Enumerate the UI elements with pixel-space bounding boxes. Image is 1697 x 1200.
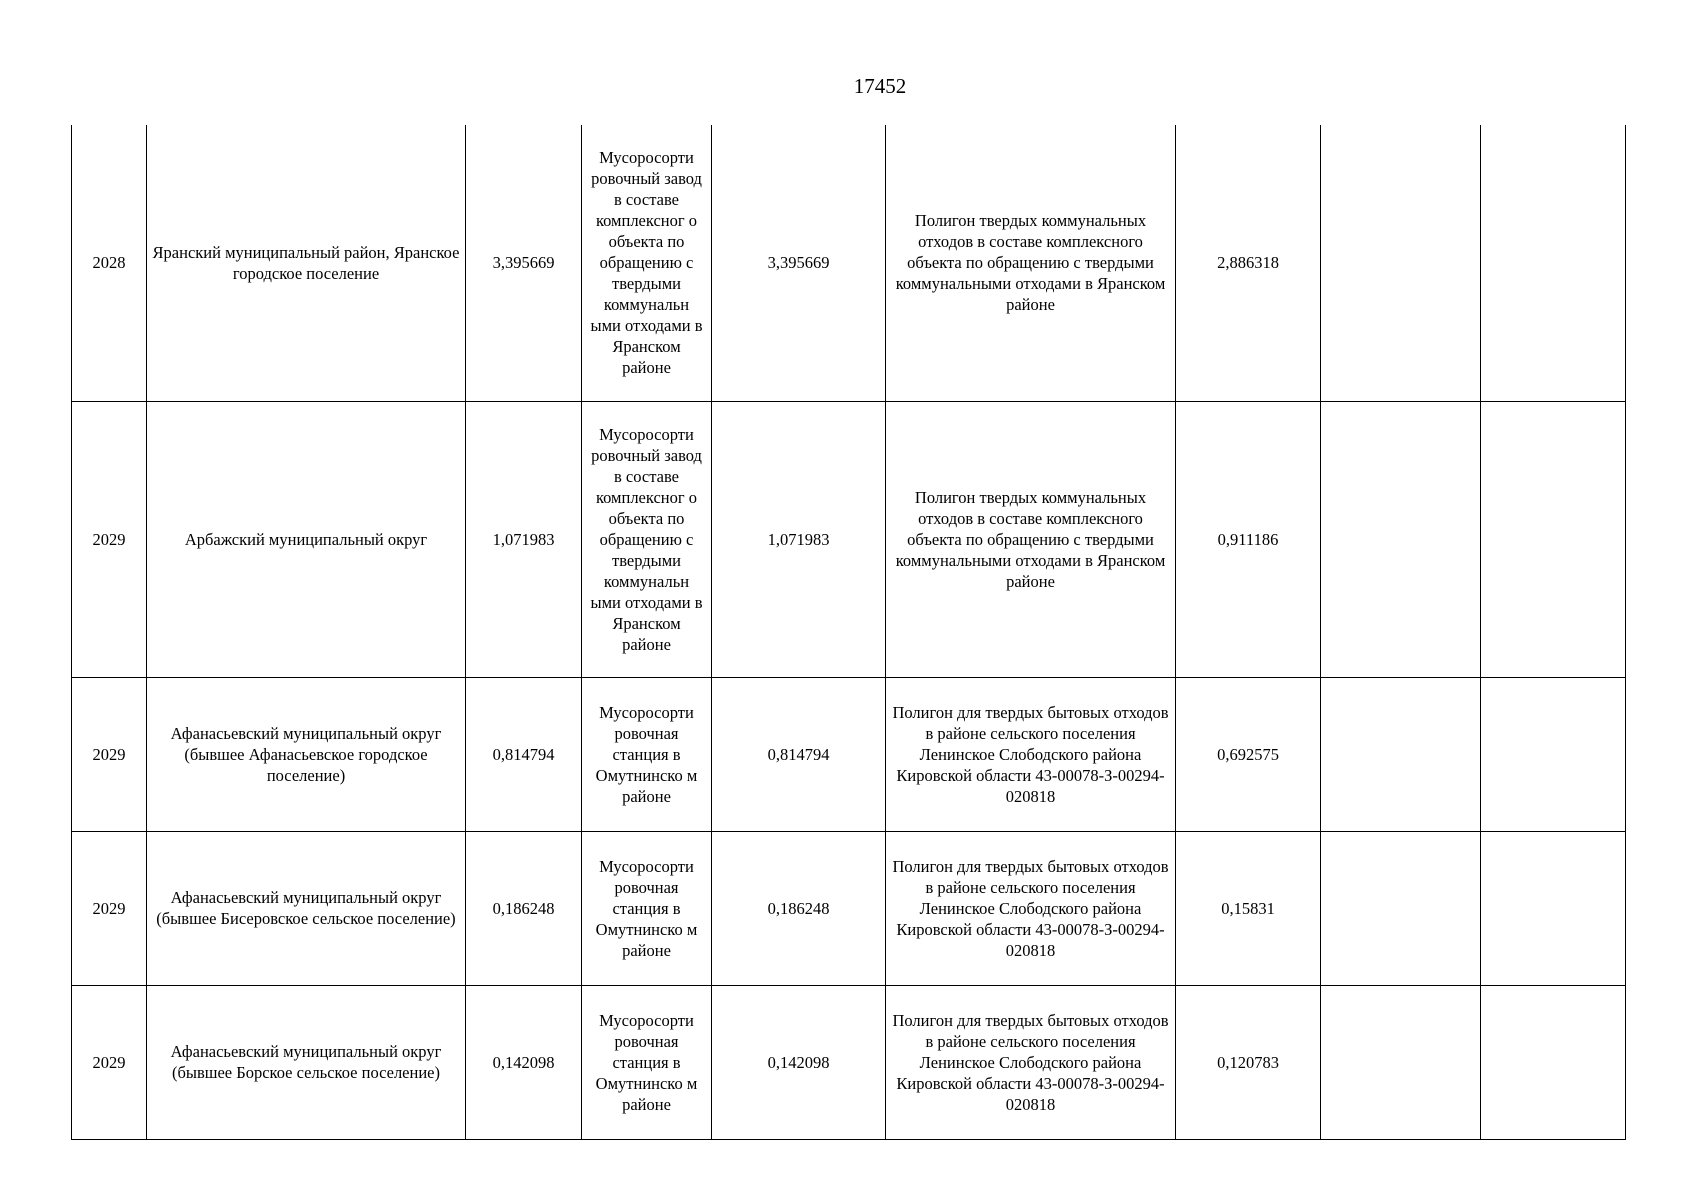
volume-sorting-cell: 1,071983 <box>712 401 886 677</box>
sorting-facility-cell: Мусоросорти ровочная станция в Омутнинско м районе <box>582 985 712 1139</box>
sorting-facility-cell: Мусоросорти ровочный завод в составе комплексног о объекта по обращению с твердыми коммунальн ыми отходами в Яранском районе <box>582 125 712 401</box>
volume-sorting-cell: 3,395669 <box>712 125 886 401</box>
volume-disposal-cell: 0,911186 <box>1176 401 1321 677</box>
municipality-cell: Яранский муниципальный район, Яранское городское поселение <box>147 125 466 401</box>
volume-total-cell: 0,142098 <box>466 985 582 1139</box>
empty-cell <box>1321 125 1481 401</box>
volume-total-cell: 1,071983 <box>466 401 582 677</box>
year-cell: 2029 <box>72 401 147 677</box>
sorting-facility-cell: Мусоросорти ровочный завод в составе комплексног о объекта по обращению с твердыми коммунальн ыми отходами в Яранском районе <box>582 401 712 677</box>
year-cell: 2029 <box>72 677 147 831</box>
volume-disposal-cell: 0,692575 <box>1176 677 1321 831</box>
disposal-facility-cell: Полигон для твердых бытовых отходов в районе сельского поселения Ленинское Слободского района Кировской области 43-00078-З-00294-020818 <box>886 677 1176 831</box>
table-row <box>72 677 1626 831</box>
volume-total-cell: 0,186248 <box>466 831 582 985</box>
empty-cell <box>1481 677 1626 831</box>
empty-cell <box>1321 677 1481 831</box>
disposal-facility-cell: Полигон для твердых бытовых отходов в районе сельского поселения Ленинское Слободского района Кировской области 43-00078-З-00294-020818 <box>886 831 1176 985</box>
empty-cell <box>1481 401 1626 677</box>
empty-cell <box>1481 985 1626 1139</box>
year-cell: 2029 <box>72 985 147 1139</box>
volume-disposal-cell: 0,120783 <box>1176 985 1321 1139</box>
disposal-facility-cell: Полигон твердых коммунальных отходов в составе комплексного объекта по обращению с твердыми коммунальными отходами в Яранском районе <box>886 125 1176 401</box>
disposal-facility-cell: Полигон для твердых бытовых отходов в районе сельского поселения Ленинское Слободского района Кировской области 43-00078-З-00294-020818 <box>886 985 1176 1139</box>
municipality-cell: Арбажский муниципальный округ <box>147 401 466 677</box>
sorting-facility-cell: Мусоросорти ровочная станция в Омутнинско м районе <box>582 677 712 831</box>
empty-cell <box>1481 831 1626 985</box>
year-cell: 2029 <box>72 831 147 985</box>
volume-sorting-cell: 0,142098 <box>712 985 886 1139</box>
sorting-facility-cell: Мусоросорти ровочная станция в Омутнинско м районе <box>582 831 712 985</box>
municipality-cell: Афанасьевский муниципальный округ (бывшее Борское сельское поселение) <box>147 985 466 1139</box>
empty-cell <box>1321 985 1481 1139</box>
disposal-facility-cell: Полигон твердых коммунальных отходов в составе комплексного объекта по обращению с твердыми коммунальными отходами в Яранском районе <box>886 401 1176 677</box>
volume-sorting-cell: 0,186248 <box>712 831 886 985</box>
volume-total-cell: 3,395669 <box>466 125 582 401</box>
table-row <box>72 125 1626 401</box>
municipality-cell: Афанасьевский муниципальный округ (бывшее Афанасьевское городское поселение) <box>147 677 466 831</box>
volume-sorting-cell: 0,814794 <box>712 677 886 831</box>
table-row <box>72 401 1626 677</box>
volume-total-cell: 0,814794 <box>466 677 582 831</box>
empty-cell <box>1321 401 1481 677</box>
waste-flow-table <box>71 125 1626 1140</box>
empty-cell <box>1321 831 1481 985</box>
table-row <box>72 985 1626 1139</box>
volume-disposal-cell: 0,15831 <box>1176 831 1321 985</box>
page-number: 17452 <box>853 74 907 98</box>
table-row <box>72 831 1626 985</box>
empty-cell <box>1481 125 1626 401</box>
municipality-cell: Афанасьевский муниципальный округ (бывшее Бисеровское сельское поселение) <box>147 831 466 985</box>
volume-disposal-cell: 2,886318 <box>1176 125 1321 401</box>
year-cell: 2028 <box>72 125 147 401</box>
